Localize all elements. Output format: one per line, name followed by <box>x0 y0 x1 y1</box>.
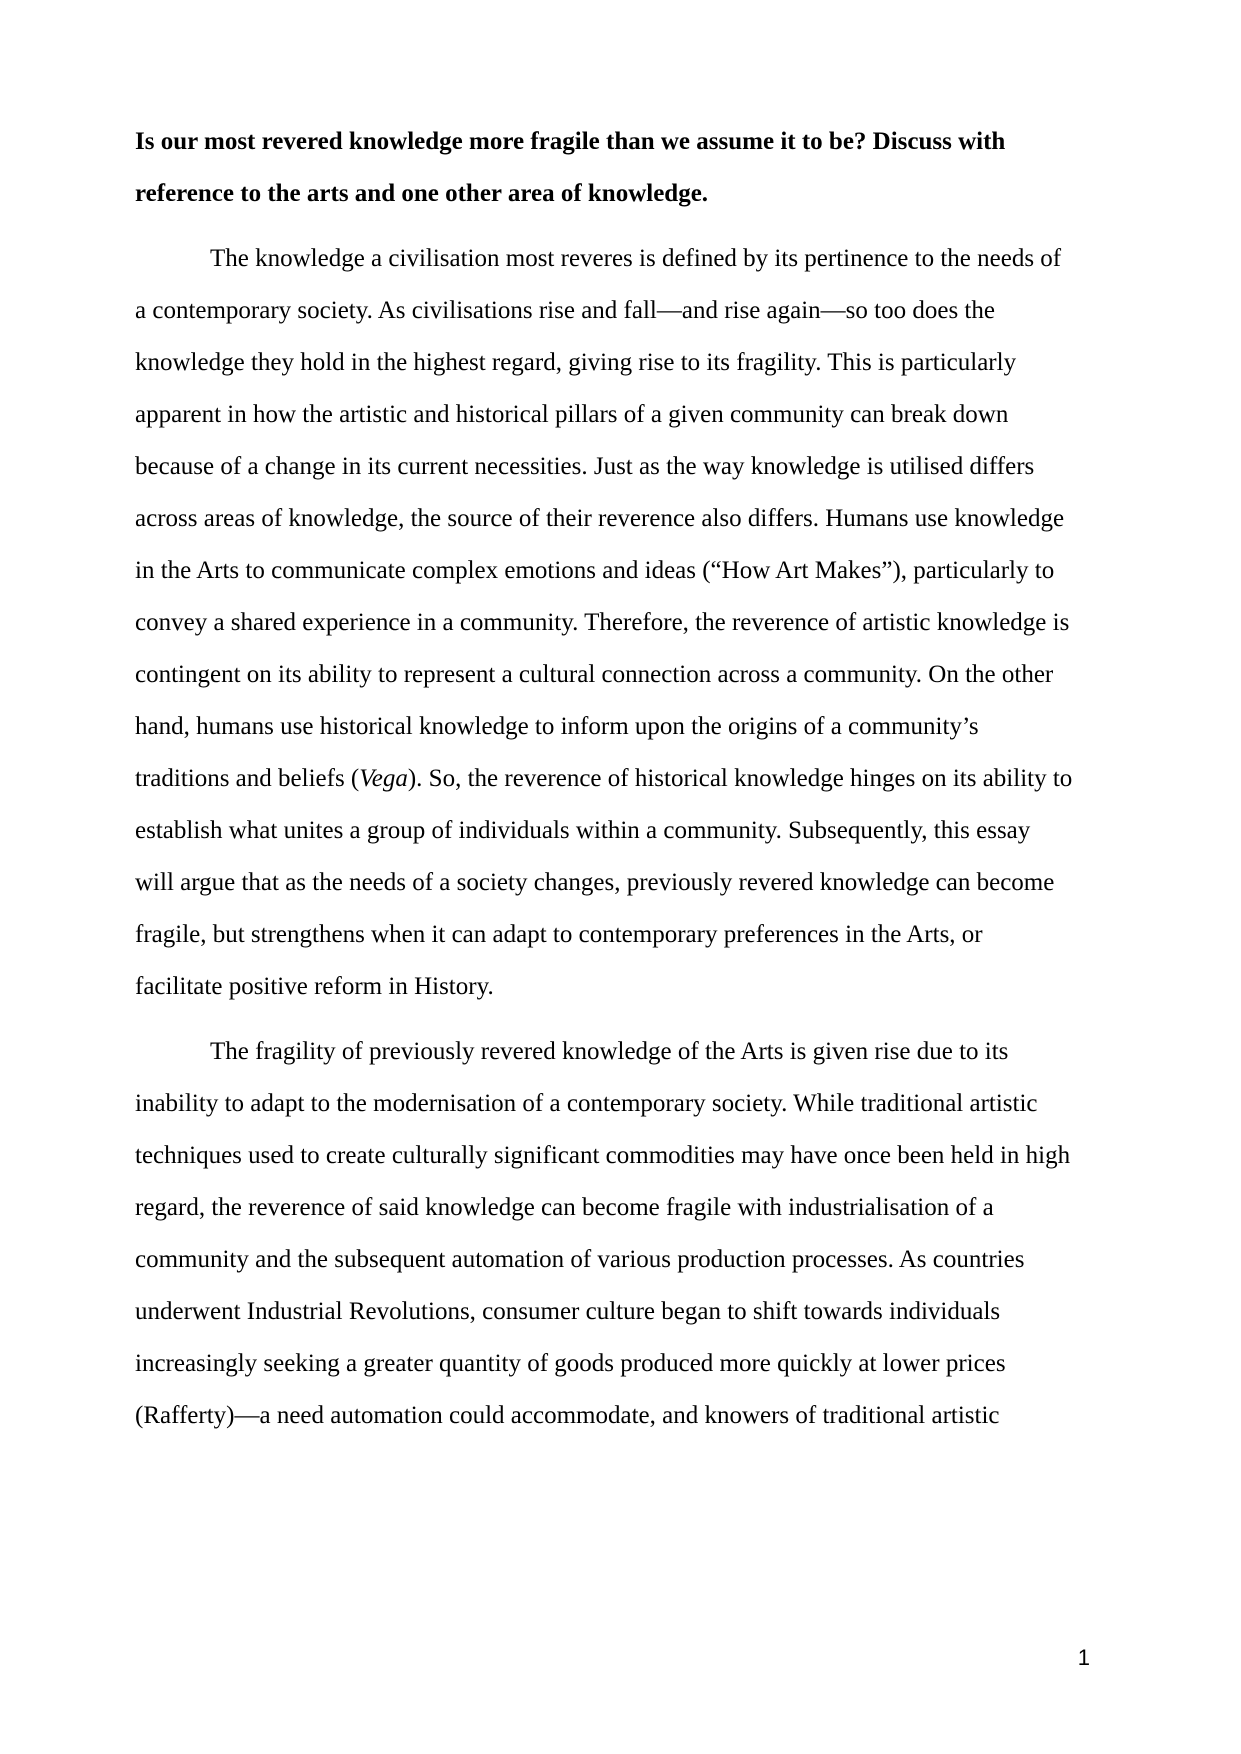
text-line: across areas of knowledge, the source of their reverence also differs. Humans use knowledge <box>135 505 1065 532</box>
text-line: fragile, but strengthens when it can adapt to contemporary preferences in the Arts, or <box>135 921 983 948</box>
text-line: regard, the reverence of said knowledge can become fragile with industrialisation of a <box>135 1194 994 1221</box>
text-line: The fragility of previously revered knowledge of the Arts is given rise due to its <box>210 1038 1009 1065</box>
text-line <box>135 753 1106 805</box>
text-line: community and the subsequent automation of various production processes. As countries <box>135 1246 1025 1273</box>
text-segment: traditions and beliefs ( <box>135 765 360 792</box>
page-number: 1 <box>1077 1645 1090 1670</box>
essay-paragraph <box>135 1026 1106 1442</box>
text-line: contingent on its ability to represent a cultural connection across a community. On the other <box>135 661 1054 688</box>
text-line: increasingly seeking a greater quantity of goods produced more quickly at lower prices <box>135 1350 1006 1377</box>
italic-citation: Vega <box>359 765 408 792</box>
text-line: will argue that as the needs of a society changes, previously revered knowledge can become <box>135 869 1055 896</box>
text-line: apparent in how the artistic and historical pillars of a given community can break down <box>135 401 1009 428</box>
text-line: establish what unites a group of individuals within a community. Subsequently, this essay <box>135 817 1031 844</box>
text-line: techniques used to create culturally significant commodities may have once been held in high <box>135 1142 1071 1169</box>
text-segment: ). So, the reverence of historical knowledge hinges on its ability to <box>407 765 1073 792</box>
text-line: The knowledge a civilisation most reveres is defined by its pertinence to the needs of <box>210 245 1062 272</box>
essay-paragraph <box>135 233 1106 1013</box>
text-line: inability to adapt to the modernisation of a contemporary society. While traditional artistic <box>135 1090 1038 1117</box>
text-line: in the Arts to communicate complex emotions and ideas (“How Art Makes”), particularly to <box>135 557 1055 584</box>
essay-title-line: reference to the arts and one other area of knowledge. <box>135 180 709 207</box>
text-line: because of a change in its current necessities. Just as the way knowledge is utilised differs <box>135 453 1035 480</box>
text-line: convey a shared experience in a community. Therefore, the reverence of artistic knowledge is <box>135 609 1070 636</box>
essay-title <box>135 116 1106 220</box>
text-line: facilitate positive reform in History. <box>135 973 494 1000</box>
text-line: (Rafferty)—a need automation could accommodate, and knowers of traditional artistic <box>135 1402 1000 1429</box>
text-line: knowledge they hold in the highest regard, giving rise to its fragility. This is particularly <box>135 349 1017 376</box>
text-line: underwent Industrial Revolutions, consumer culture began to shift towards individuals <box>135 1298 1001 1325</box>
essay-title-line: Is our most revered knowledge more fragile than we assume it to be? Discuss with <box>135 128 1006 155</box>
text-line: hand, humans use historical knowledge to inform upon the origins of a community’s <box>135 713 979 740</box>
text-line: a contemporary society. As civilisations rise and fall—and rise again—so too does the <box>135 297 995 324</box>
essay-body <box>135 233 1106 1442</box>
